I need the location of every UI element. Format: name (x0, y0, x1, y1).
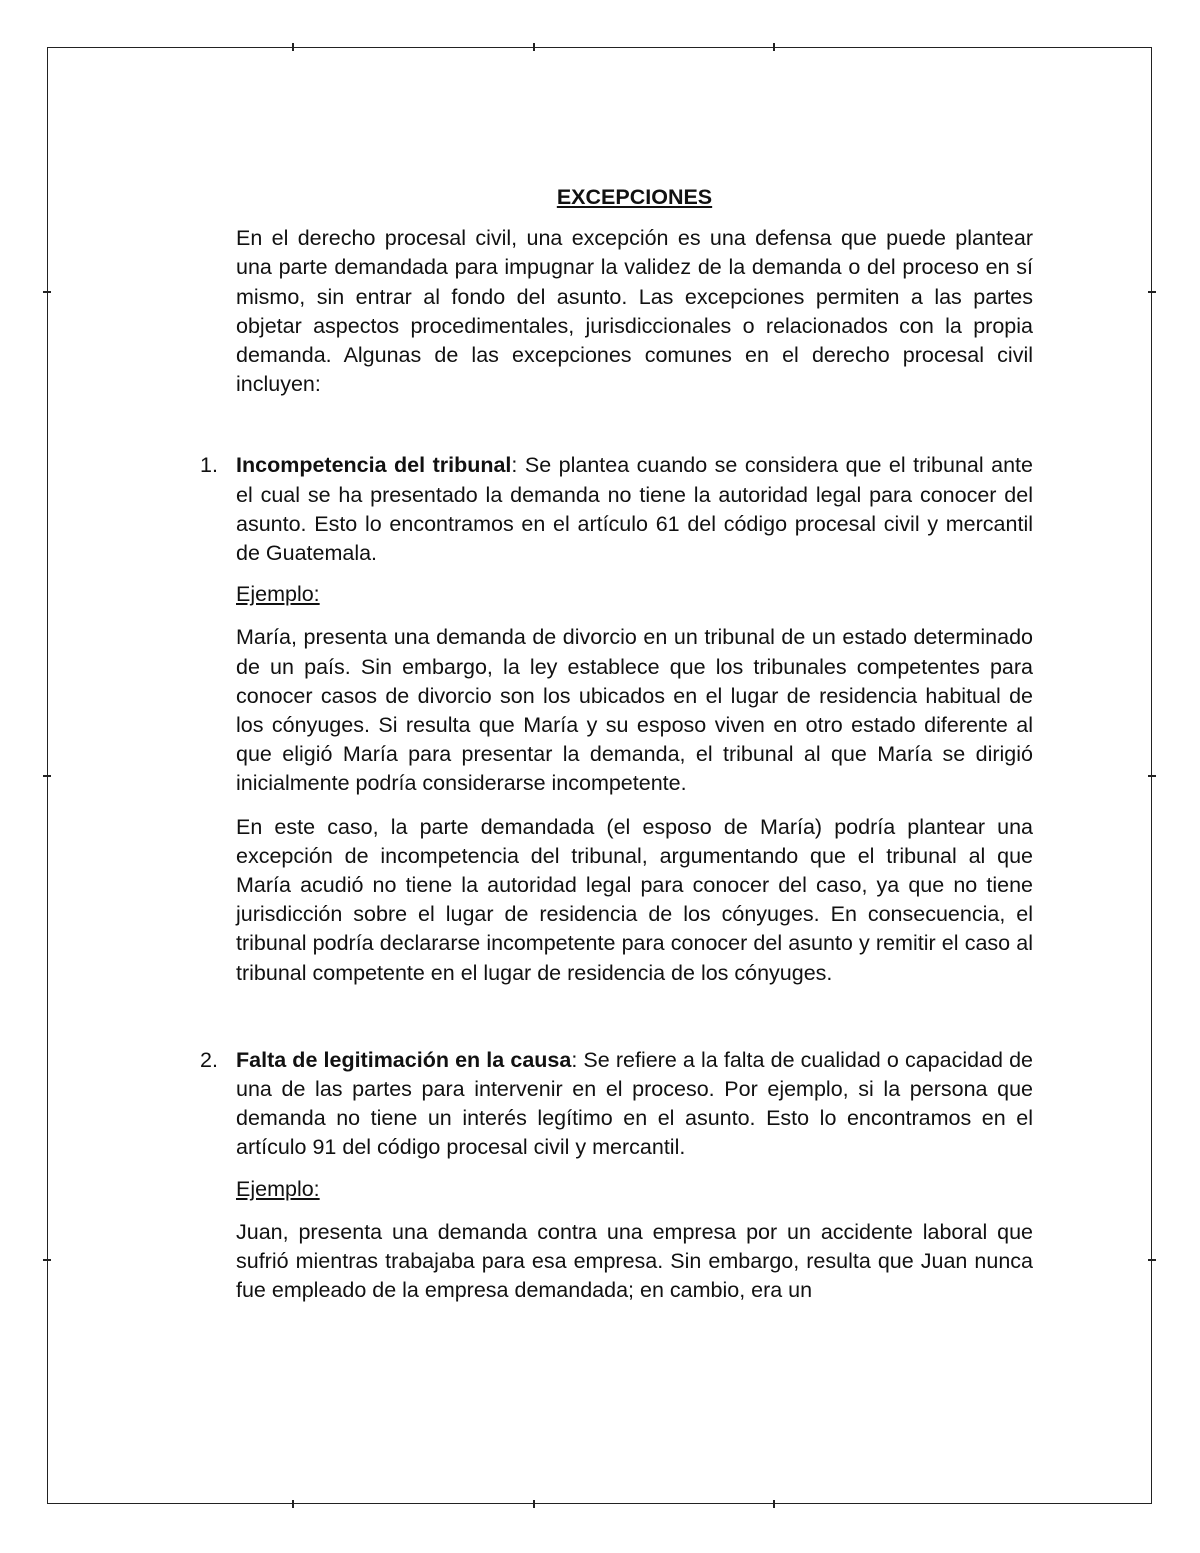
border-tick (773, 1500, 775, 1508)
border-tick (1148, 291, 1156, 293)
border-tick (43, 775, 51, 777)
border-tick (292, 43, 294, 51)
example-paragraph: Juan, presenta una demanda contra una empresa por un accidente laboral que sufrió mientras trabajaba para esa empresa. Sin embargo, resulta que Juan nunca fue empleado de la empresa demandada; en cambio, era un (236, 1219, 1033, 1303)
border-tick (43, 291, 51, 293)
example-label: Ejemplo: (236, 582, 320, 607)
document-title: EXCEPCIONES (556, 185, 713, 209)
border-tick (533, 43, 535, 51)
list-number: 2. (200, 1047, 218, 1072)
intro-paragraph: En el derecho procesal civil, una excepción es una defensa que puede plantear una parte demandada para impugnar la validez de la demanda o del proceso en sí mismo, sin entrar al fondo del asunto. Las excepciones permiten a las partes objetar aspectos procedimentales, jurisdiccionales o relacionados con la propia demanda. Algunas de las excepciones comunes en el derecho procesal civil incluyen: (236, 226, 1033, 397)
item-heading (236, 1046, 1033, 1163)
border-tick (533, 1500, 535, 1508)
example-paragraph: María, presenta una demanda de divorcio en un tribunal de un estado determinado de un país. Sin embargo, la ley establece que los tribunales competentes para conocer casos de divorcio son los ubicados en el lugar de residencia habitual de los cónyuges. Si resulta que María y su esposo viven en otro estado diferente al que eligió María para presentar la demanda, el tribunal al que María se dirigió inicialmente podría considerarse incompetente. (236, 625, 1033, 796)
item-description: : Se plantea cuando se considera que el tribunal ante el cual se ha presentado la demanda no tiene la autoridad legal para conocer del asunto. Esto lo encontramos en el artículo 61 del código procesal civil y mercantil de Guatemala. (236, 453, 1033, 566)
border-tick (43, 1259, 51, 1261)
item-heading (236, 451, 1033, 568)
example-paragraph: En este caso, la parte demandada (el esposo de María) podría plantear una excepción de incompetencia del tribunal, argumentando que el tribunal al que María acudió no tiene la autoridad legal para conocer del caso, ya que no tiene jurisdicción sobre el lugar de residencia de los cónyuges. En consecuencia, el tribunal podría declararse incompetente para conocer del asunto y remitir el caso al tribunal competente en el lugar de residencia de los cónyuges. (236, 814, 1033, 985)
item-term: Incompetencia del tribunal (236, 453, 512, 478)
list-item-2 (200, 1046, 1034, 1306)
document-body (200, 183, 1034, 1320)
border-tick (292, 1500, 294, 1508)
border-tick (773, 43, 775, 51)
item-description: : Se refiere a la falta de cualidad o capacidad de una de las partes para intervenir en el proceso. Por ejemplo, si la persona que demanda no tiene un interés legítimo en el asunto. Esto lo encontramos en el artículo 91 del código procesal civil y mercantil. (236, 1047, 1034, 1160)
border-tick (1148, 1259, 1156, 1261)
item-term: Falta de legitimación en la causa (236, 1047, 572, 1072)
example-label: Ejemplo: (236, 1176, 320, 1201)
list-number: 1. (200, 453, 218, 478)
border-tick (1148, 775, 1156, 777)
list-item-1 (200, 451, 1033, 987)
